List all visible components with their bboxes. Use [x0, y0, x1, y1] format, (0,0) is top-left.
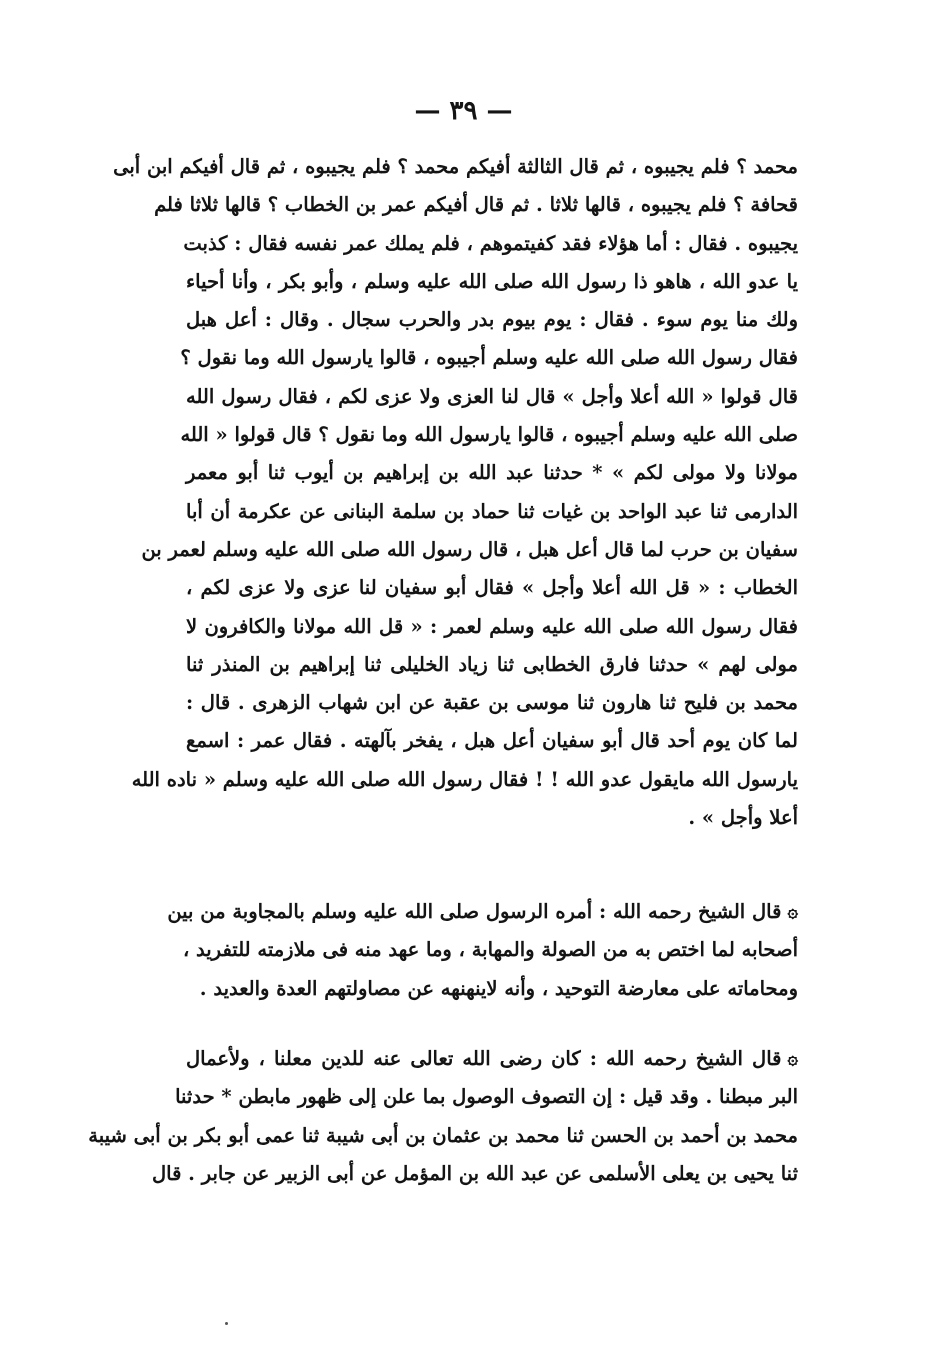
text-line: ومحاماته على معارضة التوحيد ، وأنه لاينهنهه عن مصاولتهم العدة والعديد . [199, 976, 798, 1000]
text-line [167, 893, 798, 931]
paragraph-marker-icon: ۞ [787, 1048, 798, 1070]
text-line: محمد بن أحمد بن الحسن ثنا محمد بن عثمان بن أبى شيبة ثنا عمى أبو بكر بن أبى شيبة [88, 1123, 798, 1147]
text-line: البر مبطنا . وقد قيل : إن التصوف الوصول بما علن إلى ظهور مابطن * حدثنا [175, 1085, 798, 1109]
text-line: أعلا وأجل » . [688, 806, 798, 830]
text-line: الدارمى ثنا عبد الواحد بن غيات ثنا حماد بن سلمة البنانى عن عكرمة أن أبا [186, 499, 798, 523]
text-line: قحافة ؟ فلم يجيبوه ، قالها ثلاثا . ثم قال أفيكم عمر بن الخطاب ؟ قالها ثلاثا فلم [154, 193, 798, 217]
text-line: أصحابه لما اختص به من الصولة والمهابة ، وما عهد منه فى ملازمته للتفريد ، [182, 938, 798, 962]
text-line: سفيان بن حرب لما قال أعل هبل ، قال رسول الله صلى الله عليه وسلم لعمر بن [141, 537, 798, 561]
text-line: فقال رسول الله صلى الله عليه وسلم لعمر : « قل الله مولانا والكافرون لا [186, 614, 798, 638]
paragraph-2 [167, 893, 798, 1008]
paragraph-marker-icon: ۞ [787, 901, 798, 923]
text-line: ثنا يحيى بن يعلى الأسلمى عن عبد الله بن المؤمل عن أبى الزبير عن جابر . قال [151, 1161, 798, 1185]
scan-speck [225, 1322, 228, 1325]
text-line [186, 1040, 798, 1078]
page-number: — ٣٩ — [414, 96, 513, 126]
text-line: يجيبوه . فقال : أما هؤلاء فقد كفيتموهم ، فلم يملك عمر نفسه فقال : كذبت [183, 231, 798, 255]
text-line: يا عدو الله ، هاهو ذا رسول الله صلى الله عليه وسلم ، وأبو بكر ، وأنا أحياء [186, 269, 799, 293]
text-line: يارسول الله مايقول عدو الله ! ! فقال رسول الله صلى الله عليه وسلم « ناده الله [131, 767, 798, 791]
text-line: ولك منا يوم سوء . فقال : يوم بيوم بدر والحرب سجال . وقال : أعل هبل [186, 308, 798, 332]
text-line: مولى لهم » حدثنا فارق الخطابى ثنا زياد الخليلى ثنا إبراهيم بن المنذر ثنا [186, 652, 798, 676]
main-text-block [113, 148, 799, 837]
paragraph-3 [88, 1040, 798, 1193]
text-line-content: قال الشيخ رحمه الله : كان رضى الله تعالى عنه للدين معلنا ، ولأعمال [186, 1047, 782, 1070]
text-line: فقال رسول الله صلى الله عليه وسلم أجيبوه ، قالوا يارسول الله وما نقول ؟ [180, 346, 798, 370]
text-line: لما كان يوم أحد قال أبو سفيان أعل هبل ، يفخر بآلهته . فقال عمر : اسمع [186, 729, 798, 753]
text-line-content: قال الشيخ رحمه الله : أمره الرسول صلى الله عليه وسلم بالمجاوبة من بين [167, 900, 782, 923]
text-line: قال قولوا « الله أعلا وأجل » قال لنا العزى ولا عزى لكم ، فقال رسول الله [186, 384, 798, 408]
text-line: محمد ؟ فلم يجيبوه ، ثم قال الثالثة أفيكم محمد ؟ فلم يجيبوه ، ثم قال أفيكم ابن أبى [113, 155, 798, 178]
text-line: مولانا ولا مولى لكم » * حدثنا عبد الله بن إبراهيم بن أيوب ثنا أبو معمر [186, 461, 798, 485]
text-line: محمد بن فليح ثنا هارون ثنا موسى بن عقبة عن ابن شهاب الزهرى . قال : [186, 691, 798, 715]
text-line: الخطاب : « قل الله أعلا وأجل » فقال أبو سفيان لنا عزى ولا عزى لكم ، [186, 576, 798, 600]
text-line: صلى الله عليه وسلم أجيبوه ، قالوا يارسول الله وما نقول ؟ قال قولوا « الله [180, 423, 798, 447]
